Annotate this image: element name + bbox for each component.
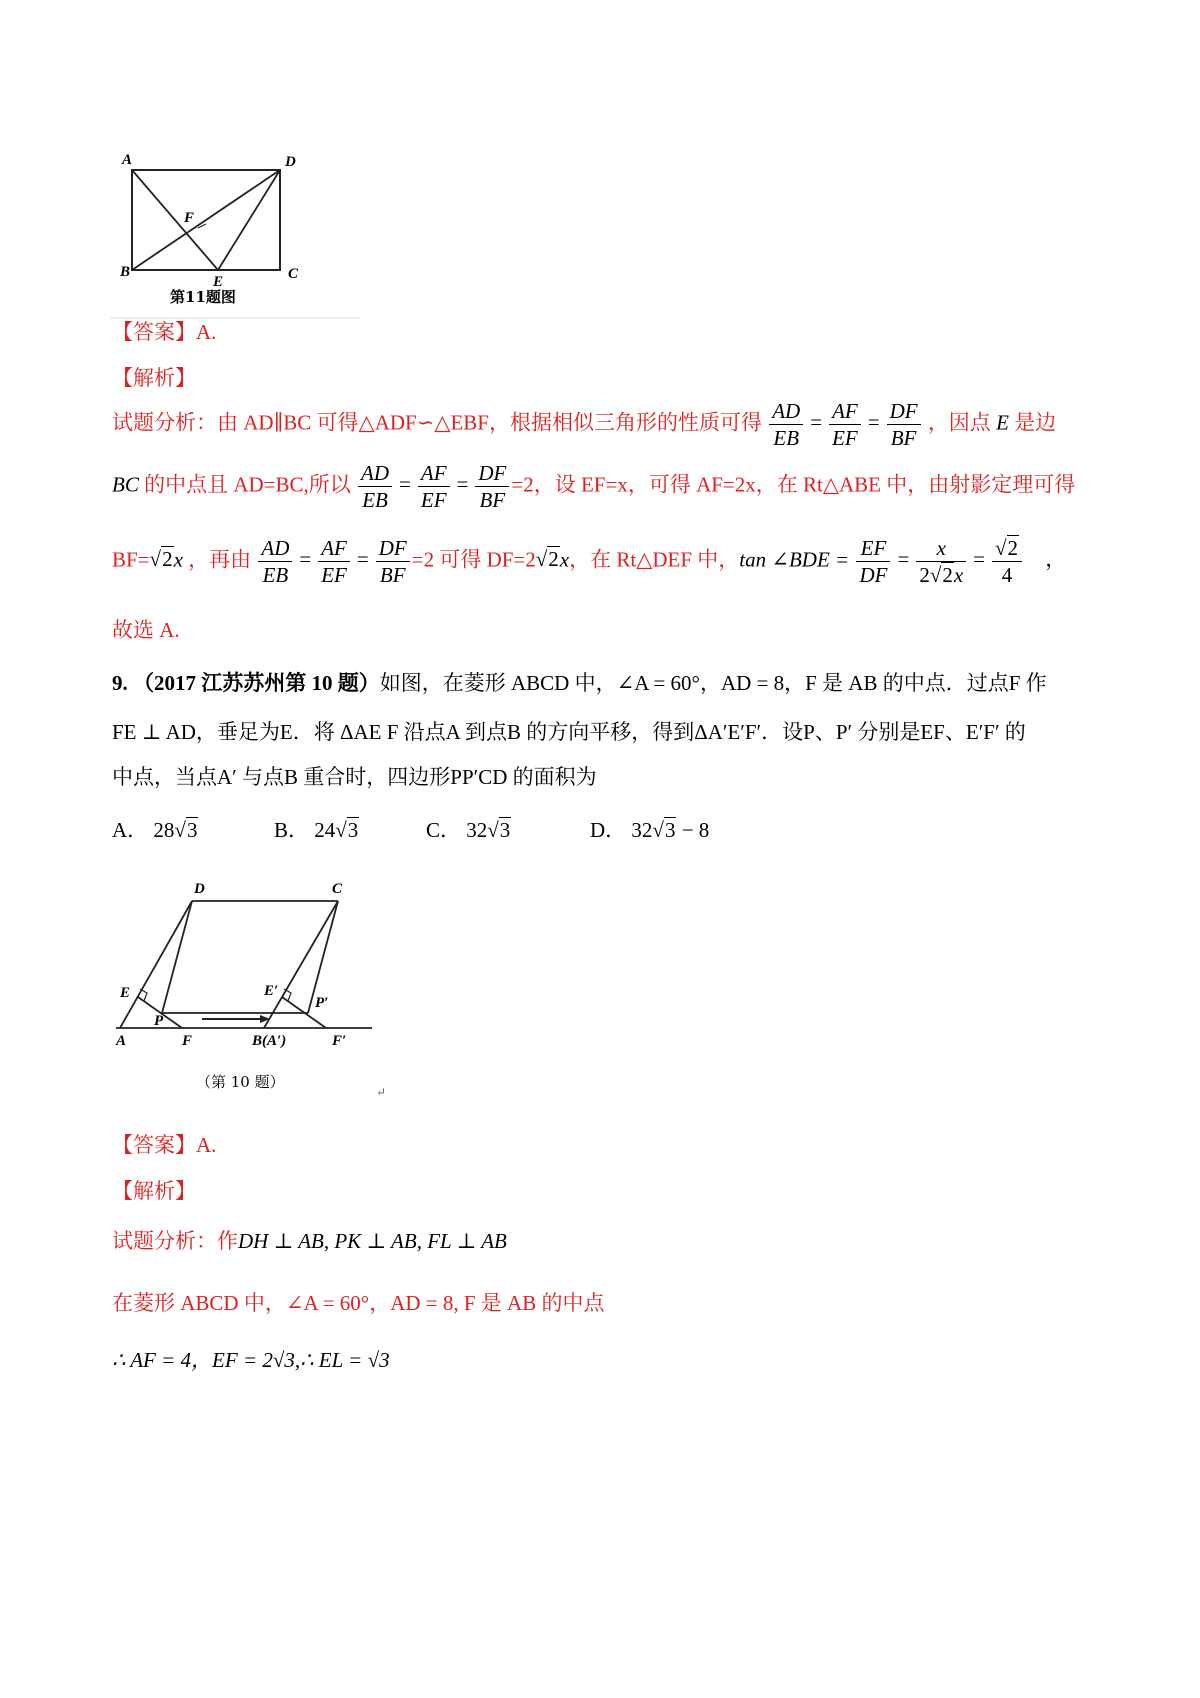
fraction-df-bf xyxy=(475,460,509,513)
denominator: BF xyxy=(890,426,917,450)
denominator: EF xyxy=(420,488,447,512)
option-b: B． 24√3 xyxy=(274,818,359,842)
numerator: AD xyxy=(258,535,292,562)
q9-solution-line3: ∴ AF = 4，EF = 2√3,∴ EL = √3 xyxy=(112,1348,390,1372)
fig11-label-b: B xyxy=(120,264,131,280)
var-x: x xyxy=(559,547,570,572)
denominator: EF xyxy=(321,563,347,587)
question-text: 如图，在菱形 ABCD 中，∠A = 60°，AD = 8，F 是 AB 的中点．过点F 作 xyxy=(379,671,1047,695)
numerator: DF xyxy=(475,460,509,487)
denominator: EB xyxy=(362,488,388,512)
denominator: DF xyxy=(859,563,888,587)
option-c: C． 32√3 xyxy=(426,818,511,842)
text: =2，设 EF=x，可得 AF=2x，在 Rt△ABE 中，由射影定理可得 xyxy=(511,472,1076,497)
text: ，再由 xyxy=(188,547,252,572)
fig10-label-a: A xyxy=(116,1033,127,1049)
text: 是边 xyxy=(1014,410,1057,435)
q9-text-line2: FE ⊥ AD，垂足为E．将 ΔAE F 沿点A 到点B 的方向平移，得到ΔA′E′F′．设P、P′ 分别是EF、E′F′ 的 xyxy=(112,720,1026,744)
segment-bc: BC xyxy=(112,472,139,497)
sqrt-2: √2 xyxy=(535,547,559,572)
fig11-label-e: E xyxy=(213,274,224,290)
fig10-caption: （第 10 题） xyxy=(196,1073,285,1091)
answer-tag: 【答案】 xyxy=(112,1133,196,1157)
q9-solution-line2: 在菱形 ABCD 中，∠A = 60°，AD = 8, F 是 AB 的中点 xyxy=(112,1291,605,1315)
fig11-caption: 第11题图 xyxy=(170,288,236,306)
text: ，因点 xyxy=(927,410,991,435)
figure-10 xyxy=(110,875,410,1100)
denominator: EB xyxy=(262,563,289,587)
option-a: A． 28√3 xyxy=(112,818,198,842)
perpendiculars: DH ⊥ AB, PK ⊥ AB, FL ⊥ AB xyxy=(238,1229,507,1253)
text: ， xyxy=(1045,547,1067,572)
numerator: AD xyxy=(769,398,803,425)
q8-answer-line xyxy=(112,317,216,347)
text: BF= xyxy=(112,547,150,572)
fig10-label-f: F xyxy=(182,1033,193,1049)
fig11-label-c: C xyxy=(288,266,299,282)
question-source: （2017 江苏苏州第 10 题） xyxy=(133,671,380,695)
answer-value: A. xyxy=(196,320,217,344)
denominator: EB xyxy=(773,426,800,450)
denominator: EF xyxy=(832,426,858,450)
fig11-label-a: A xyxy=(122,152,133,168)
numerator: DF xyxy=(887,398,921,425)
numerator: EF xyxy=(856,535,890,562)
q9-answer-line xyxy=(112,1130,216,1160)
text: =2 可得 DF=2 xyxy=(411,547,536,572)
fig10-label-d: D xyxy=(194,881,205,897)
denominator: BF xyxy=(379,563,406,587)
denominator: 2√2x xyxy=(919,563,964,587)
var-x: x xyxy=(173,547,183,572)
numerator: √2 xyxy=(992,535,1022,562)
figure-10-svg xyxy=(110,875,410,1100)
numerator: DF xyxy=(376,535,410,562)
answer-tag: 【答案】 xyxy=(112,320,196,344)
fraction-df-bf xyxy=(376,535,410,588)
q8-analysis-line3: BF=√2x ，再由 $\frac{AD}{EB}$ = $\frac{AF}{EF}$ = $\frac{DF}{BF}$ =2 可得 DF=2√2x，在 Rt△DEF 中，tan ∠BDE = $\frac{EF}{DF}$ = $\frac{x}{2√2x}$ = $\frac{√2}{4}$ ， xyxy=(112,536,1067,587)
fig10-label-p-prime: P′ xyxy=(315,995,329,1011)
fraction-af-ef xyxy=(829,398,861,451)
q8-analysis-line2: BC 的中点且 AD=BC,所以 $\frac{AD}{EB}$ = $\frac{AF}{EF}$ = $\frac{DF}{BF}$ =2，设 EF=x，可得 AF=2x，在 Rt△ABE 中，由射影定理可得 xyxy=(112,461,1076,512)
fraction-ef-df xyxy=(856,535,890,588)
fig10-label-f-prime: F′ xyxy=(332,1033,347,1049)
fraction-x-over xyxy=(916,535,966,588)
answer-value: A. xyxy=(196,1133,217,1157)
q8-analysis-line1: 试题分析：由 AD∥BC 可得△ADF∽△EBF，根据相似三角形的性质可得 $\frac{AD}{EB}$ = $\frac{AF}{EF}$ = $\frac{DF}{BF}$ ，因点 E 是边 xyxy=(112,399,1057,450)
denominator: BF xyxy=(479,488,506,512)
q9-text-line3: 中点，当点A′ 与点B 重合时，四边形PP′CD 的面积为 xyxy=(112,765,597,789)
numerator: AD xyxy=(358,460,392,487)
q9-text-line1 xyxy=(112,668,1047,698)
fig10-label-e-prime: E′ xyxy=(264,983,279,999)
tan-expression: tan ∠BDE = xyxy=(739,547,850,572)
numerator: AF xyxy=(318,535,350,562)
point-e: E xyxy=(996,410,1009,435)
question-number: 9. xyxy=(112,671,128,695)
denominator: 4 xyxy=(1001,563,1013,587)
q9-solution-line1 xyxy=(112,1226,507,1256)
text: ，在 Rt△DEF 中， xyxy=(569,547,740,572)
q9-analysis-tag: 【解析】 xyxy=(112,1179,196,1203)
fraction-af-ef xyxy=(318,535,350,588)
figure-11 xyxy=(110,140,360,320)
fig10-label-b-a-prime: B(A′) xyxy=(252,1033,287,1049)
option-d: D． 32√3 − 8 xyxy=(590,818,710,842)
numerator: AF xyxy=(418,460,450,487)
return-mark-icon: ↵ xyxy=(376,1085,387,1099)
q8-conclusion: 故选 A. xyxy=(112,618,180,642)
fig10-label-p: P xyxy=(154,1013,164,1029)
fig10-label-e: E xyxy=(120,985,131,1001)
text: 的中点且 AD=BC,所以 xyxy=(144,472,351,497)
numerator: AF xyxy=(829,398,861,425)
fraction-ad-eb xyxy=(769,398,803,451)
text: 试题分析：作 xyxy=(112,1229,238,1253)
sqrt-2: √2 xyxy=(149,547,173,572)
fig11-label-d: D xyxy=(285,154,296,170)
numerator: x xyxy=(916,535,966,562)
fraction-df-bf xyxy=(887,398,921,451)
fig10-label-c: C xyxy=(332,881,343,897)
fig11-label-f: F xyxy=(184,210,195,226)
q8-analysis-tag: 【解析】 xyxy=(112,366,196,390)
fraction-sqrt2-4 xyxy=(992,535,1022,588)
fraction-ad-eb xyxy=(358,460,392,513)
fraction-af-ef xyxy=(418,460,450,513)
fraction-ad-eb xyxy=(258,535,292,588)
text: 试题分析：由 AD∥BC 可得△ADF∽△EBF，根据相似三角形的性质可得 xyxy=(112,410,762,435)
